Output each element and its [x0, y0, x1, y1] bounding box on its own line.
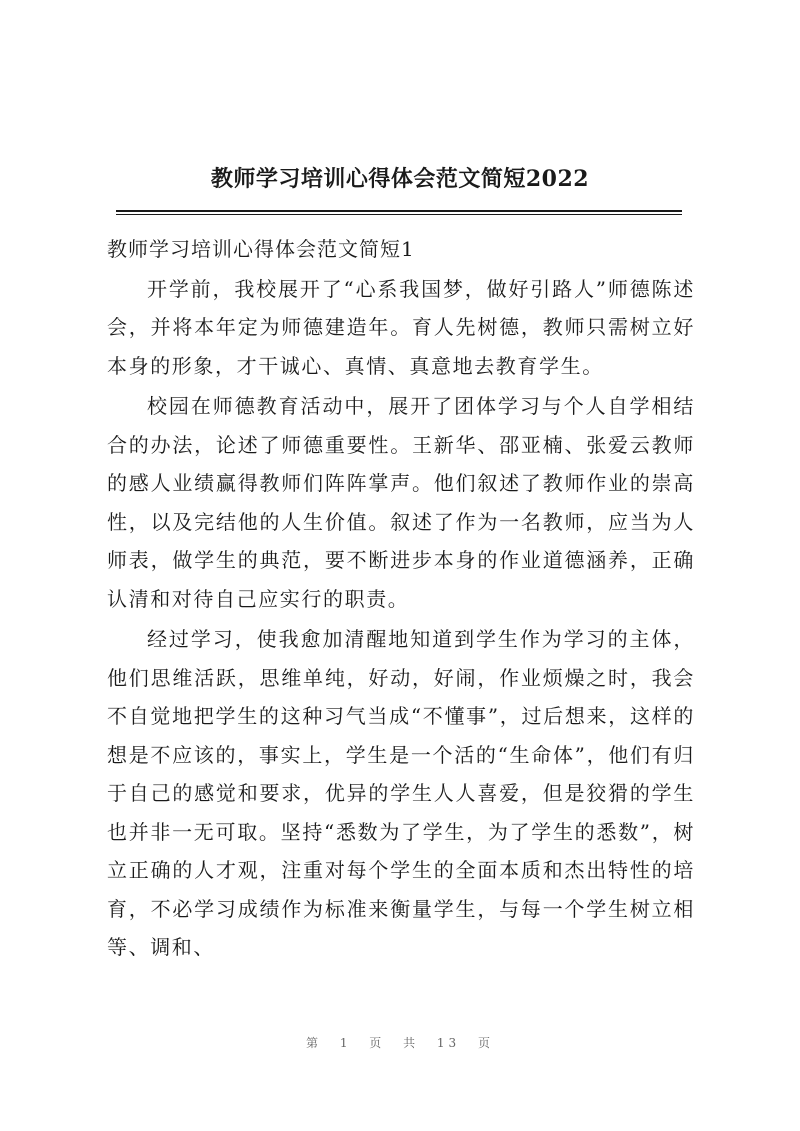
- paragraph-3: 经过学习，使我愈加清醒地知道到学生作为学习的主体，他们思维活跃，思维单纯，好动，好闹，作业烦燥之时，我会不自觉地把学生的这种习气当成“不懂事”，过后想来，这样的想是不应该的，事实上，学生是一个活的“生命体”，他们有归于自己的感觉和要求，优异的学生人人喜爱，但是狡猾的学生也并非一无可取。坚持“悉数为了学生，为了学生的悉数”，树立正确的人才观，注重对每个学生的全面本质和杰出特性的培育，不必学习成绩作为标准来衡量学生，与每一个学生树立相等、调和、: [107, 627, 695, 959]
- page-number-footer: 第 1 页 共 13 页: [306, 1036, 494, 1050]
- title-rule-thin: [116, 214, 682, 215]
- document-title: 教师学习培训心得体会范文简短2022: [210, 166, 590, 192]
- section-subheading: 教师学习培训心得体会范文简短1: [107, 237, 415, 261]
- title-rule-thick: [116, 210, 682, 212]
- paragraph-2: 校园在师德教育活动中，展开了团体学习与个人自学相结合的办法，论述了师德重要性。王新华、邵亚楠、张爱云教师的感人业绩赢得教师们阵阵掌声。他们叙述了教师作业的崇高性，以及完结他的人生价值。叙述了作为一名教师，应当为人师表，做学生的典范，要不断进步本身的作业道德涵养，正确认清和对待自己应实行的职责。: [107, 394, 695, 611]
- document-body: [107, 230, 695, 969]
- paragraph-1: 开学前，我校展开了“心系我国梦，做好引路人”师德陈述会，并将本年定为师德建造年。育人先树德，教师只需树立好本身的形象，才干诚心、真情、真意地去教育学生。: [107, 276, 695, 378]
